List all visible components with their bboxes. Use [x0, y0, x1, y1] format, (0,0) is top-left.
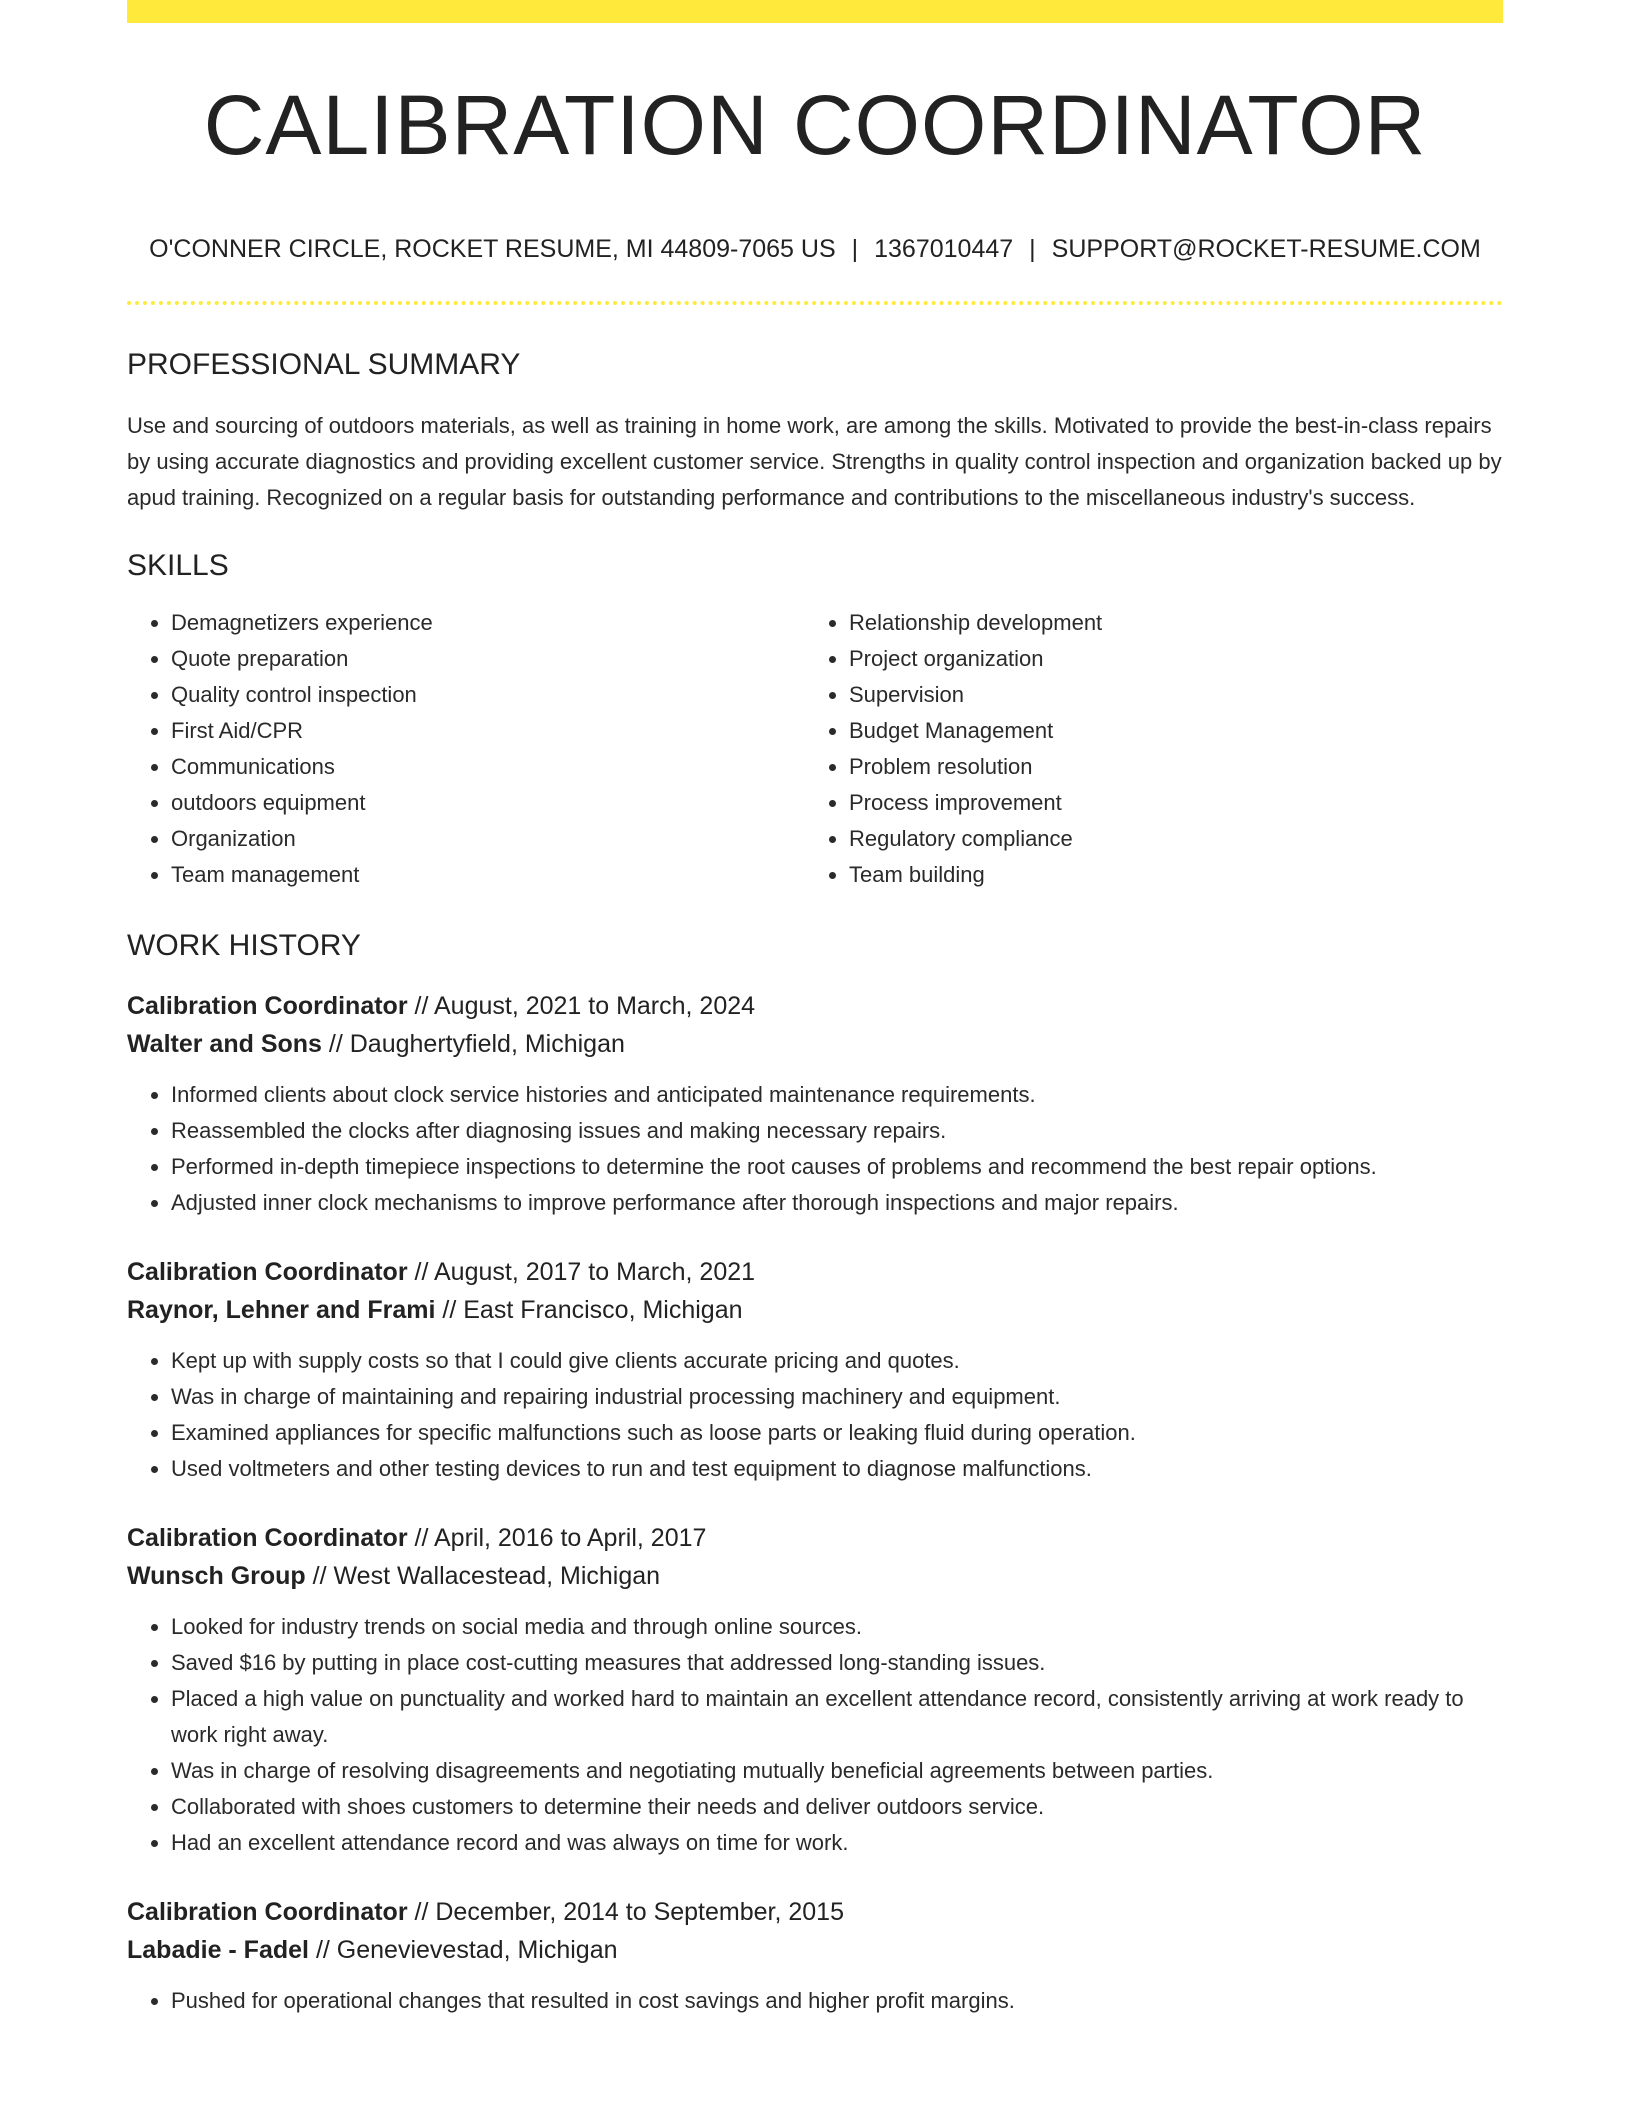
resume-page [127, 0, 1503, 2019]
skill-item: • Team building [849, 857, 1483, 893]
skill-item: • Communications [171, 749, 805, 785]
job-bullet: • Was in charge of resolving disagreements and negotiating mutually beneficial agreements between parties. [171, 1753, 1503, 1789]
skill-item: • Team management [171, 857, 805, 893]
job-entry [127, 1253, 1503, 1487]
job-entry [127, 1519, 1503, 1861]
job-dates: December, 2014 to September, 2015 [435, 1898, 844, 1926]
job-bullet: • Informed clients about clock service histories and anticipated maintenance requirements. [171, 1077, 1503, 1113]
skill-item: • Relationship development [849, 605, 1483, 641]
contact-separator: | [1029, 235, 1036, 263]
job-company: Raynor, Lehner and Frami [127, 1296, 436, 1324]
job-company: Wunsch Group [127, 1562, 306, 1590]
job-bullet: • Kept up with supply costs so that I could give clients accurate pricing and quotes. [171, 1343, 1503, 1379]
job-bullet: • Collaborated with shoes customers to determine their needs and deliver outdoors service. [171, 1789, 1503, 1825]
job-bullet: • Saved $16 by putting in place cost-cutting measures that addressed long-standing issues. [171, 1645, 1503, 1681]
separator: // [414, 1258, 429, 1286]
job-bullet: • Examined appliances for specific malfunctions such as loose parts or leaking fluid during operation. [171, 1415, 1503, 1451]
job-bullet: • Adjusted inner clock mechanisms to improve performance after thorough inspections and major repairs. [171, 1185, 1503, 1221]
job-entry [127, 1893, 1503, 2019]
separator: // [414, 1524, 429, 1552]
skill-item: • Budget Management [849, 713, 1483, 749]
separator: // [414, 1898, 429, 1926]
job-title: Calibration Coordinator [127, 1258, 408, 1286]
contact-phone: 1367010447 [874, 235, 1014, 263]
job-company: Walter and Sons [127, 1030, 322, 1058]
skill-item: • Organization [171, 821, 805, 857]
job-title-line [127, 1519, 1503, 1557]
skill-item: • First Aid/CPR [171, 713, 805, 749]
skill-item: • outdoors equipment [171, 785, 805, 821]
job-bullet: • Performed in-depth timepiece inspections to determine the root causes of problems and recommend the best repair options. [171, 1149, 1503, 1185]
contact-separator: | [851, 235, 859, 263]
top-accent-bar [127, 0, 1503, 23]
job-bullet: • Was in charge of maintaining and repairing industrial processing machinery and equipment. [171, 1379, 1503, 1415]
job-company-line [127, 1557, 1503, 1595]
separator: // [312, 1562, 327, 1590]
job-bullet: • Used voltmeters and other testing devices to run and test equipment to diagnose malfunctions. [171, 1451, 1503, 1487]
job-location: Daughertyfield, Michigan [349, 1030, 625, 1058]
skill-item: • Quote preparation [171, 641, 805, 677]
job-dates: April, 2016 to April, 2017 [434, 1524, 707, 1552]
skill-item: • Process improvement [849, 785, 1483, 821]
separator: // [414, 992, 429, 1020]
job-bullet: • Had an excellent attendance record and was always on time for work. [171, 1825, 1503, 1861]
job-bullets [127, 1609, 1503, 1861]
summary-text: Use and sourcing of outdoors materials, as well as training in home work, are among the skills. Motivated to provide the best-in-class repairs by using accurate diagnostics and providing excellent customer service. Strengths in quality control inspection and organization backed up by apud training. Recognized on a regular basis for outstanding performance and contributions to the miscellaneous industry's success. [127, 413, 1502, 510]
skill-item: • Supervision [849, 677, 1483, 713]
job-dates: August, 2021 to March, 2024 [434, 992, 756, 1020]
job-bullet: • Reassembled the clocks after diagnosing issues and making necessary repairs. [171, 1113, 1503, 1149]
separator: // [315, 1936, 330, 1964]
job-bullets [127, 1983, 1503, 2019]
job-location: West Wallacestead, Michigan [333, 1562, 661, 1590]
job-bullet: • Looked for industry trends on social media and through online sources. [171, 1609, 1503, 1645]
job-company-line [127, 1025, 1503, 1063]
resume-name: CALIBRATION COORDINATOR [203, 78, 1427, 172]
job-bullet: • Pushed for operational changes that resulted in cost savings and higher profit margins. [171, 1983, 1503, 2019]
job-title-line [127, 1893, 1503, 1931]
skills-column-right [805, 605, 1483, 893]
job-company: Labadie - Fadel [127, 1936, 309, 1964]
job-title-line [127, 987, 1503, 1025]
skills-list [127, 605, 1503, 893]
job-bullets [127, 1077, 1503, 1221]
skill-item: • Regulatory compliance [849, 821, 1483, 857]
job-bullet: • Placed a high value on punctuality and worked hard to maintain an excellent attendance record, consistently arriving at work ready to work right away. [171, 1681, 1503, 1753]
job-dates: August, 2017 to March, 2021 [434, 1258, 756, 1286]
contact-email: SUPPORT@ROCKET-RESUME.COM [1051, 235, 1481, 263]
job-title: Calibration Coordinator [127, 992, 408, 1020]
job-company-line [127, 1931, 1503, 1969]
job-title-line [127, 1253, 1503, 1291]
skill-item: • Project organization [849, 641, 1483, 677]
job-bullets [127, 1343, 1503, 1487]
skills-heading: SKILLS [127, 549, 229, 582]
job-location: Genevievestad, Michigan [336, 1936, 618, 1964]
contact-line [127, 237, 1503, 262]
job-location: East Francisco, Michigan [463, 1296, 743, 1324]
skill-item: • Demagnetizers experience [171, 605, 805, 641]
separator: // [328, 1030, 343, 1058]
job-company-line [127, 1291, 1503, 1329]
dotted-divider [127, 301, 1503, 305]
job-entry [127, 987, 1503, 1221]
skills-column-left [127, 605, 805, 893]
skill-item: • Problem resolution [849, 749, 1483, 785]
contact-address: O'CONNER CIRCLE, ROCKET RESUME, MI 44809-7065 US [149, 235, 836, 263]
separator: // [442, 1296, 457, 1324]
work-history-heading: WORK HISTORY [127, 929, 361, 962]
job-title: Calibration Coordinator [127, 1898, 408, 1926]
job-title: Calibration Coordinator [127, 1524, 408, 1552]
summary-heading: PROFESSIONAL SUMMARY [127, 348, 521, 381]
skill-item: • Quality control inspection [171, 677, 805, 713]
